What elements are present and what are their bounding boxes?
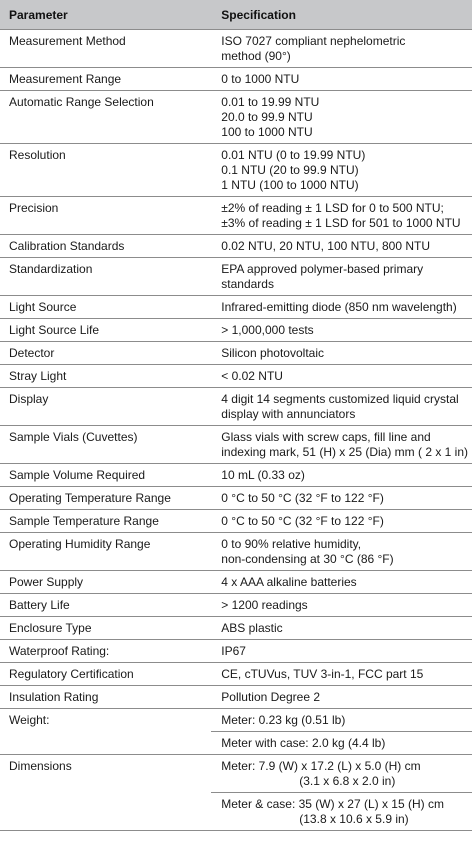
specification-line: Meter: 0.23 kg (0.51 lb) [221,713,346,727]
specification-group [221,598,468,613]
specification-cell [211,686,472,709]
specification-line: 0.01 NTU (0 to 19.99 NTU) [221,148,366,162]
specification-group [221,468,468,483]
specification-group [221,148,468,193]
specification-cell [211,640,472,663]
table-row [0,30,472,68]
specification-group [221,369,468,384]
specification-line: ±2% of reading ± 1 LSD for 0 to 500 NTU; [221,201,444,215]
specification-group [221,72,468,87]
table-row [0,686,472,709]
specification-cell [211,296,472,319]
specification-cell [211,235,472,258]
specification-column-header: Specification [211,0,472,30]
parameter-cell: Power Supply [0,571,211,594]
specification-group [221,537,468,567]
table-row [0,709,472,755]
specification-line: Pollution Degree 2 [221,690,320,704]
specification-group [221,667,468,682]
parameter-cell: Sample Temperature Range [0,510,211,533]
specification-group [221,34,468,64]
table-row [0,571,472,594]
specification-group [221,575,468,590]
specification-group [211,731,472,751]
specification-group [221,300,468,315]
specification-group [221,621,468,636]
specification-cell [211,510,472,533]
specification-cell [211,571,472,594]
specification-group [221,690,468,705]
specification-line: 0.1 NTU (20 to 99.9 NTU) [221,163,359,177]
specification-line: EPA approved polymer-based primary [221,262,424,276]
table-row [0,235,472,258]
specification-group [221,262,468,292]
specification-cell [211,464,472,487]
specification-cell [211,365,472,388]
specification-line: Meter & case: 35 (W) x 27 (L) x 15 (H) cm [221,797,444,811]
specification-cell [211,197,472,235]
table-row [0,342,472,365]
specification-line: 0 °C to 50 °C (32 °F to 122 °F) [221,491,384,505]
parameter-cell: Light Source [0,296,211,319]
table-row [0,91,472,144]
parameter-cell: Operating Temperature Range [0,487,211,510]
specification-cell [211,594,472,617]
specification-line: non-condensing at 30 °C (86 °F) [221,552,394,566]
table-row [0,487,472,510]
specification-line: CE, cTUVus, TUV 3-in-1, FCC part 15 [221,667,424,681]
parameter-cell: Enclosure Type [0,617,211,640]
specification-group [221,430,468,460]
table-row [0,510,472,533]
parameter-cell: Measurement Range [0,68,211,91]
specification-cell [211,258,472,296]
specification-line: > 1,000,000 tests [221,323,314,337]
parameter-cell: Standardization [0,258,211,296]
specification-line: indexing mark, 51 (H) x 25 (Dia) mm ( 2 x 1 in) [221,445,468,459]
specification-line: 0 to 1000 NTU [221,72,300,86]
specification-cell [211,755,472,831]
specification-line: 4 digit 14 segments customized liquid crystal [221,392,459,406]
parameter-cell: Dimensions [0,755,211,831]
specification-cell [211,709,472,755]
parameter-cell: Sample Vials (Cuvettes) [0,426,211,464]
specification-line: method (90°) [221,49,291,63]
specification-cell [211,533,472,571]
header-row [0,0,472,30]
parameter-column-header: Parameter [0,0,211,30]
specification-line: Infrared-emitting diode (850 nm wavelength) [221,300,457,314]
table-header [0,0,472,30]
specification-group [221,491,468,506]
specification-line: ISO 7027 compliant nephelometric [221,34,406,48]
parameter-cell: Automatic Range Selection [0,91,211,144]
specification-line: 20.0 to 99.9 NTU [221,110,313,124]
table-row [0,426,472,464]
specification-cell [211,319,472,342]
specification-line: 0.02 NTU, 20 NTU, 100 NTU, 800 NTU [221,239,430,253]
table-row [0,144,472,197]
specification-line: 0 °C to 50 °C (32 °F to 122 °F) [221,514,384,528]
parameter-cell: Calibration Standards [0,235,211,258]
specification-cell [211,663,472,686]
specification-group [221,644,468,659]
specification-line: (3.1 x 6.8 x 2.0 in) [299,774,396,788]
specification-line: Glass vials with screw caps, fill line and [221,430,431,444]
parameter-cell: Display [0,388,211,426]
specification-group [221,759,468,789]
specification-group [221,713,468,728]
specification-line: 100 to 1000 NTU [221,125,313,139]
table-row [0,388,472,426]
specification-line: 1 NTU (100 to 1000 NTU) [221,178,359,192]
specification-line: Meter with case: 2.0 kg (4.4 lb) [221,736,386,750]
table-row [0,533,472,571]
specification-group [221,346,468,361]
specification-group [221,239,468,254]
specification-line: 0 to 90% relative humidity, [221,537,362,551]
table-row [0,296,472,319]
parameter-cell: Measurement Method [0,30,211,68]
table-row [0,365,472,388]
table-row [0,464,472,487]
specification-line: IP67 [221,644,246,658]
parameter-cell: Operating Humidity Range [0,533,211,571]
parameter-cell: Battery Life [0,594,211,617]
specification-group [221,323,468,338]
table-row [0,663,472,686]
table-row [0,594,472,617]
specification-line: < 0.02 NTU [221,369,283,383]
specification-line: 0.01 to 19.99 NTU [221,95,320,109]
specification-line: 4 x AAA alkaline batteries [221,575,357,589]
specification-cell [211,617,472,640]
specification-group [221,514,468,529]
table-row [0,617,472,640]
specification-cell [211,388,472,426]
specification-cell [211,487,472,510]
specification-cell [211,144,472,197]
specification-group [211,792,472,827]
specification-group [221,95,468,140]
table-row [0,755,472,831]
specification-line: ABS plastic [221,621,283,635]
specification-line: (13.8 x 10.6 x 5.9 in) [299,812,409,826]
parameter-cell: Regulatory Certification [0,663,211,686]
parameter-cell: Sample Volume Required [0,464,211,487]
specification-group [221,201,468,231]
table-row [0,197,472,235]
specification-line: 10 mL (0.33 oz) [221,468,305,482]
specification-line: > 1200 readings [221,598,308,612]
table-row [0,68,472,91]
parameter-cell: Weight: [0,709,211,755]
specification-line: Meter: 7.9 (W) x 17.2 (L) x 5.0 (H) cm [221,759,421,773]
specification-cell [211,342,472,365]
parameter-cell: Precision [0,197,211,235]
parameter-cell: Resolution [0,144,211,197]
specification-line: Silicon photovoltaic [221,346,324,360]
table-row [0,640,472,663]
parameter-cell: Waterproof Rating: [0,640,211,663]
parameter-cell: Insulation Rating [0,686,211,709]
specification-line: standards [221,277,274,291]
specification-line: display with annunciators [221,407,356,421]
specification-cell [211,68,472,91]
specification-cell [211,91,472,144]
table-row [0,319,472,342]
specification-line: ±3% of reading ± 1 LSD for 501 to 1000 NTU [221,216,461,230]
specification-group [221,392,468,422]
specification-cell [211,30,472,68]
parameter-cell: Detector [0,342,211,365]
specification-cell [211,426,472,464]
table-row [0,258,472,296]
parameter-cell: Stray Light [0,365,211,388]
parameter-cell: Light Source Life [0,319,211,342]
table-body [0,30,472,831]
